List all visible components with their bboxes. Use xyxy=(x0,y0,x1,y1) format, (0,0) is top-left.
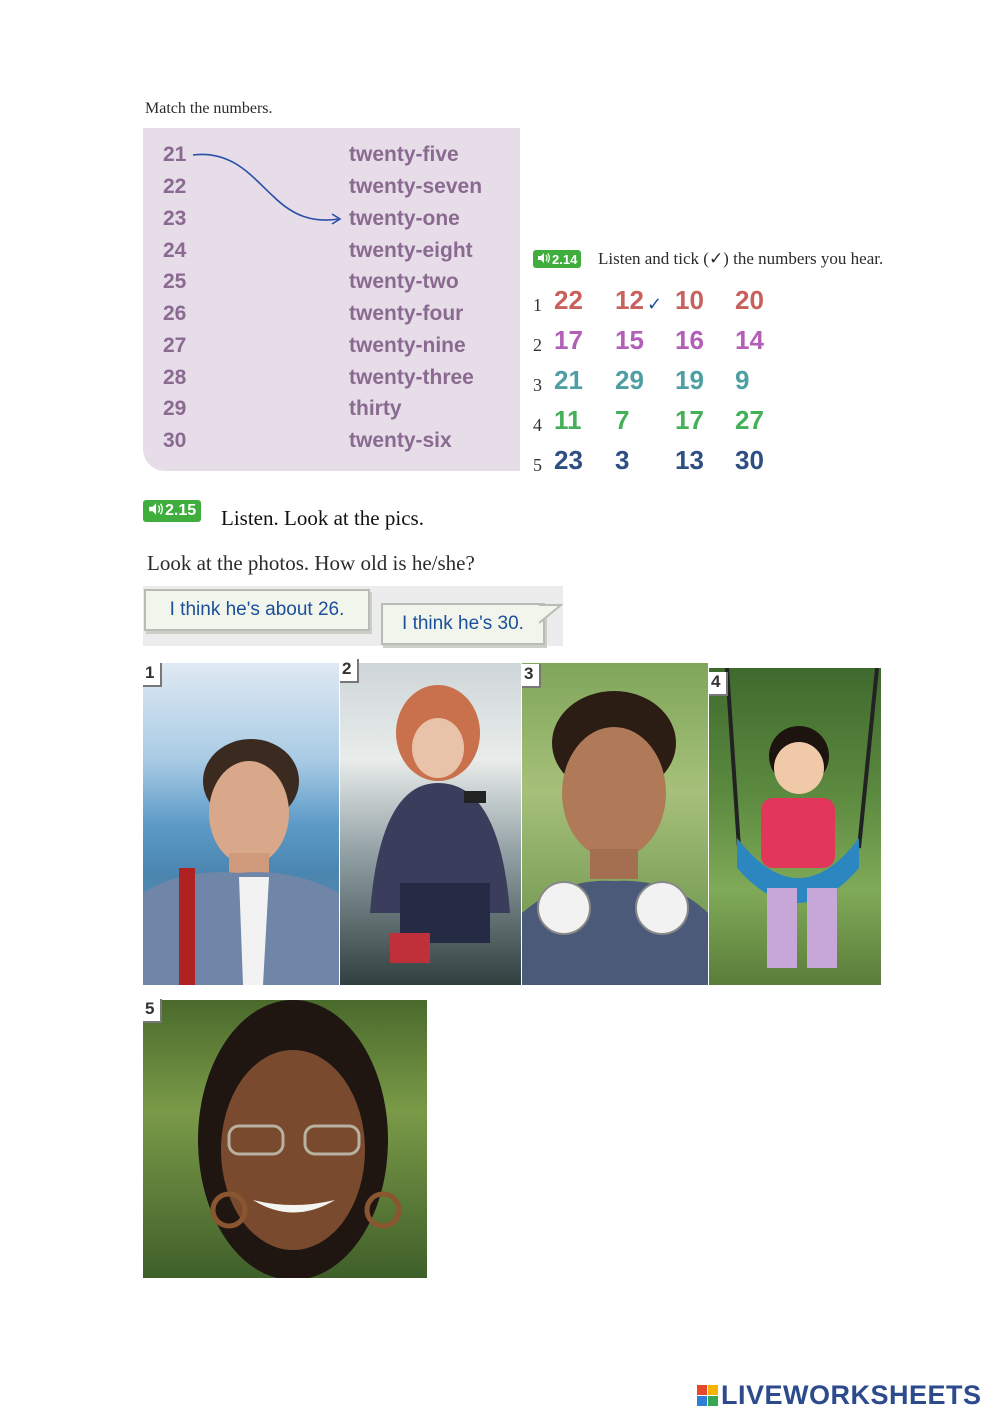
match-word[interactable]: twenty-seven xyxy=(349,175,483,198)
match-word[interactable]: twenty-four xyxy=(349,302,464,325)
photo-girl-phone xyxy=(340,663,521,985)
photo-teen-boy xyxy=(522,663,708,985)
tick-number-option[interactable]: 15 xyxy=(615,325,644,355)
match-number[interactable]: 21 xyxy=(163,143,187,166)
toddler-swing-illustration xyxy=(709,668,881,985)
match-number[interactable]: 23 xyxy=(163,207,187,230)
tick-number-option[interactable]: 9 xyxy=(735,365,750,395)
speech-bubble: I think he's 30. xyxy=(381,603,545,645)
match-word[interactable]: twenty-three xyxy=(349,366,474,389)
liveworksheets-logo: LIVEWORKSHEETS xyxy=(697,1380,982,1411)
teen-boy-illustration xyxy=(522,663,708,985)
match-word[interactable]: twenty-six xyxy=(349,429,452,452)
match-word[interactable]: twenty-one xyxy=(349,207,460,230)
match-box xyxy=(143,128,520,471)
tick-row-number: 3 xyxy=(533,375,542,395)
photo-woman-glasses xyxy=(143,1000,427,1278)
photo-number: 4 xyxy=(709,672,728,696)
tick-number-option[interactable]: 30 xyxy=(735,445,764,475)
photo-number: 1 xyxy=(143,663,162,687)
tick-number-option[interactable]: 14 xyxy=(735,325,764,355)
match-word[interactable]: thirty xyxy=(349,397,402,420)
tick-number-option[interactable]: 20 xyxy=(735,285,764,315)
tick-row-number: 1 xyxy=(533,295,542,315)
woman-glasses-illustration xyxy=(143,1000,427,1278)
photo-number: 2 xyxy=(340,659,359,683)
tick-number-option[interactable]: 23 xyxy=(554,445,583,475)
photo-toddler-swing xyxy=(709,668,881,985)
tick-number-option[interactable]: 17 xyxy=(554,325,583,355)
bubble-tail xyxy=(539,603,563,627)
tick-number-option[interactable]: 16 xyxy=(675,325,704,355)
photo-number: 5 xyxy=(143,999,162,1023)
match-number[interactable]: 22 xyxy=(163,175,187,198)
tick-number-option[interactable]: 19 xyxy=(675,365,704,395)
match-number[interactable]: 27 xyxy=(163,334,187,357)
listen-tick-instruction: Listen and tick (✓) the numbers you hear. xyxy=(598,249,884,268)
tick-row-number: 4 xyxy=(533,415,542,435)
match-number[interactable]: 24 xyxy=(163,239,187,262)
match-number[interactable]: 25 xyxy=(163,270,187,293)
girl-phone-illustration xyxy=(340,663,521,985)
tick-number-option[interactable]: 17 xyxy=(675,405,704,435)
match-word[interactable]: twenty-two xyxy=(349,270,459,293)
question-text: Look at the photos. How old is he/she? xyxy=(147,551,475,575)
tick-number-option[interactable]: 22 xyxy=(554,285,583,315)
listen-pics-instruction: Listen. Look at the pics. xyxy=(221,506,424,530)
tick-number-option[interactable]: 12 xyxy=(615,285,644,315)
checkmark-icon: ✓ xyxy=(647,294,663,315)
tick-number-option[interactable]: 7 xyxy=(615,405,630,435)
tick-number-option[interactable]: 27 xyxy=(735,405,764,435)
speaker-icon xyxy=(537,252,550,267)
young-man-illustration xyxy=(143,663,339,985)
tick-number-option[interactable]: 3 xyxy=(615,445,630,475)
logo-icon xyxy=(697,1385,718,1406)
match-number[interactable]: 30 xyxy=(163,429,187,452)
tick-row-number: 2 xyxy=(533,335,542,355)
match-number[interactable]: 26 xyxy=(163,302,187,325)
match-number[interactable]: 28 xyxy=(163,366,187,389)
tick-number-option[interactable]: 29 xyxy=(615,365,644,395)
tick-number-option[interactable]: 11 xyxy=(554,405,582,435)
tick-row-number: 5 xyxy=(533,455,542,475)
photo-young-man xyxy=(143,663,339,985)
match-word[interactable]: twenty-five xyxy=(349,143,459,166)
speech-bubble: I think he's about 26. xyxy=(144,589,370,631)
match-example-arrow xyxy=(143,128,520,471)
match-word[interactable]: twenty-nine xyxy=(349,334,466,357)
tick-number-option[interactable]: 10 xyxy=(675,285,704,315)
tick-number-option[interactable]: 13 xyxy=(675,445,704,475)
match-word[interactable]: twenty-eight xyxy=(349,239,473,262)
match-number[interactable]: 29 xyxy=(163,397,187,420)
match-instruction: Match the numbers. xyxy=(145,100,273,117)
photo-number: 3 xyxy=(522,664,541,688)
tick-number-option[interactable]: 21 xyxy=(554,365,583,395)
audio-track-badge[interactable]: 2.14 xyxy=(533,250,581,268)
speaker-icon xyxy=(148,502,163,521)
audio-track-badge[interactable]: 2.15 xyxy=(143,500,201,522)
